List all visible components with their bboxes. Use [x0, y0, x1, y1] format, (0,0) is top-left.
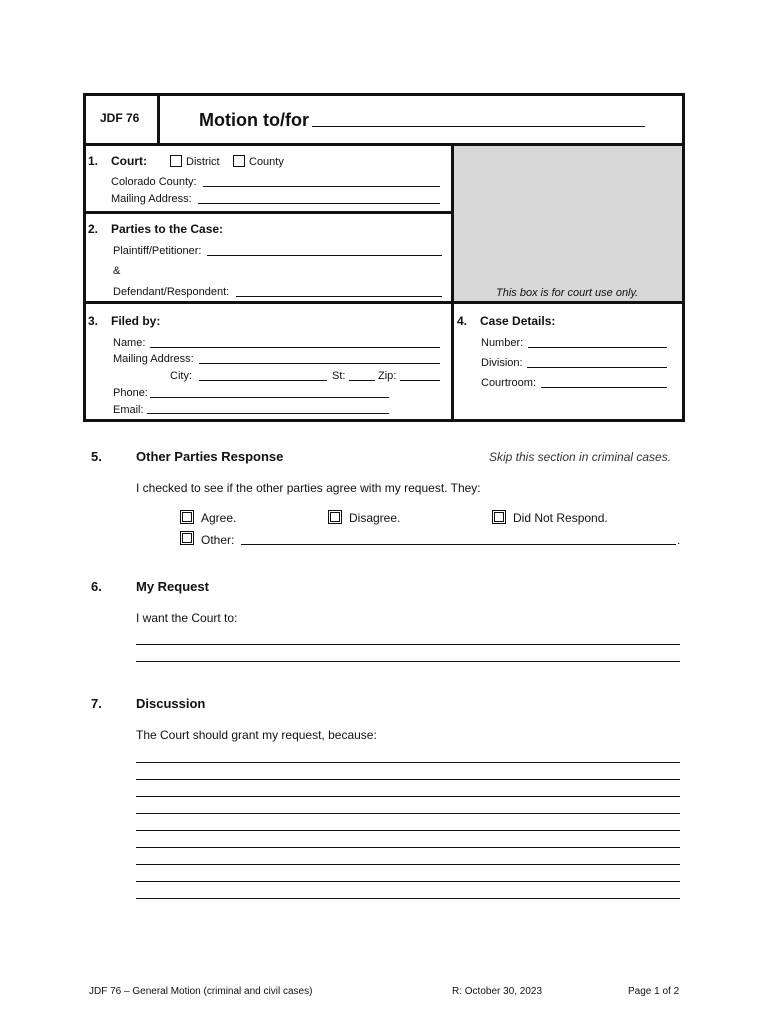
parties-divider	[83, 301, 685, 304]
state-field[interactable]	[349, 380, 375, 381]
disagree-label: Disagree.	[349, 511, 401, 525]
division-label: Division:	[481, 357, 523, 369]
court-mailing-field[interactable]	[198, 203, 440, 204]
parties-number: 2.	[88, 222, 99, 236]
city-field[interactable]	[199, 380, 327, 381]
county-checkbox[interactable]	[233, 155, 245, 167]
section6-title: My Request	[136, 579, 209, 594]
division-field[interactable]	[527, 367, 667, 368]
discussion-line[interactable]	[136, 898, 680, 899]
section5-intro: I checked to see if the other parties agree with my request. They:	[136, 481, 481, 495]
footer-page-number: Page 1 of 2	[628, 986, 680, 997]
court-use-note: This box is for court use only.	[496, 287, 639, 299]
agree-label: Agree.	[201, 511, 237, 525]
disagree-checkbox[interactable]	[328, 510, 342, 524]
section7-title: Discussion	[136, 696, 206, 711]
section6-number: 6.	[91, 579, 102, 594]
district-label: District	[186, 156, 220, 168]
defendant-label: Defendant/Respondent:	[113, 286, 230, 298]
did-not-respond-checkbox[interactable]	[492, 510, 506, 524]
section7-intro: The Court should grant my request, because:	[136, 728, 377, 742]
court-mailing-label: Mailing Address:	[111, 193, 192, 205]
filer-mailing-field[interactable]	[199, 363, 440, 364]
discussion-line[interactable]	[136, 813, 680, 814]
phone-field[interactable]	[150, 397, 389, 398]
request-line[interactable]	[136, 661, 680, 662]
court-divider	[83, 211, 453, 214]
footer-revision: R: October 30, 2023	[452, 986, 543, 997]
discussion-line[interactable]	[136, 847, 680, 848]
discussion-line[interactable]	[136, 762, 680, 763]
zip-field[interactable]	[400, 380, 440, 381]
email-field[interactable]	[147, 413, 389, 414]
plaintiff-label: Plaintiff/Petitioner:	[113, 245, 202, 257]
section6-intro: I want the Court to:	[136, 611, 238, 625]
motion-for-field[interactable]	[312, 126, 645, 127]
form-id: JDF 76	[100, 111, 140, 125]
case-number-label: Number:	[481, 337, 524, 349]
did-not-respond-label: Did Not Respond.	[513, 511, 608, 525]
district-checkbox[interactable]	[170, 155, 182, 167]
court-use-box	[454, 146, 682, 301]
court-number: 1.	[88, 154, 99, 168]
other-period: .	[677, 533, 681, 547]
court-label: Court:	[111, 154, 147, 168]
other-label: Other:	[201, 533, 235, 547]
filer-mailing-label: Mailing Address:	[113, 353, 194, 365]
plaintiff-field[interactable]	[207, 255, 442, 256]
discussion-line[interactable]	[136, 830, 680, 831]
name-label: Name:	[113, 337, 146, 349]
discussion-line[interactable]	[136, 864, 680, 865]
phone-label: Phone:	[113, 387, 148, 399]
filed-by-label: Filed by:	[111, 314, 161, 328]
colorado-county-label: Colorado County:	[111, 176, 197, 188]
section5-number: 5.	[91, 449, 102, 464]
case-details-label: Case Details:	[480, 314, 556, 328]
form-id-divider	[157, 93, 160, 144]
courtroom-field[interactable]	[541, 387, 667, 388]
other-field[interactable]	[241, 544, 676, 545]
zip-label: Zip:	[378, 370, 397, 382]
colorado-county-field[interactable]	[203, 186, 440, 187]
name-field[interactable]	[150, 347, 440, 348]
section5-title: Other Parties Response	[136, 449, 284, 464]
agree-checkbox[interactable]	[180, 510, 194, 524]
filed-by-number: 3.	[88, 314, 99, 328]
defendant-field[interactable]	[236, 296, 442, 297]
form-title: Motion to/for	[199, 110, 309, 130]
discussion-line[interactable]	[136, 796, 680, 797]
ampersand: &	[113, 265, 121, 277]
city-label: City:	[170, 370, 192, 382]
request-line[interactable]	[136, 644, 680, 645]
parties-label: Parties to the Case:	[111, 222, 224, 236]
footer-form-name: JDF 76 – General Motion (criminal and civil cases)	[89, 986, 313, 997]
state-label: St:	[332, 370, 346, 382]
section7-number: 7.	[91, 696, 102, 711]
discussion-line[interactable]	[136, 779, 680, 780]
case-number-field[interactable]	[528, 347, 667, 348]
other-checkbox[interactable]	[180, 531, 194, 545]
discussion-line[interactable]	[136, 881, 680, 882]
courtroom-label: Courtroom:	[481, 377, 537, 389]
case-details-number: 4.	[457, 314, 468, 328]
email-label: Email:	[113, 404, 144, 416]
county-label: County	[249, 156, 284, 168]
section5-note: Skip this section in criminal cases.	[489, 450, 672, 464]
